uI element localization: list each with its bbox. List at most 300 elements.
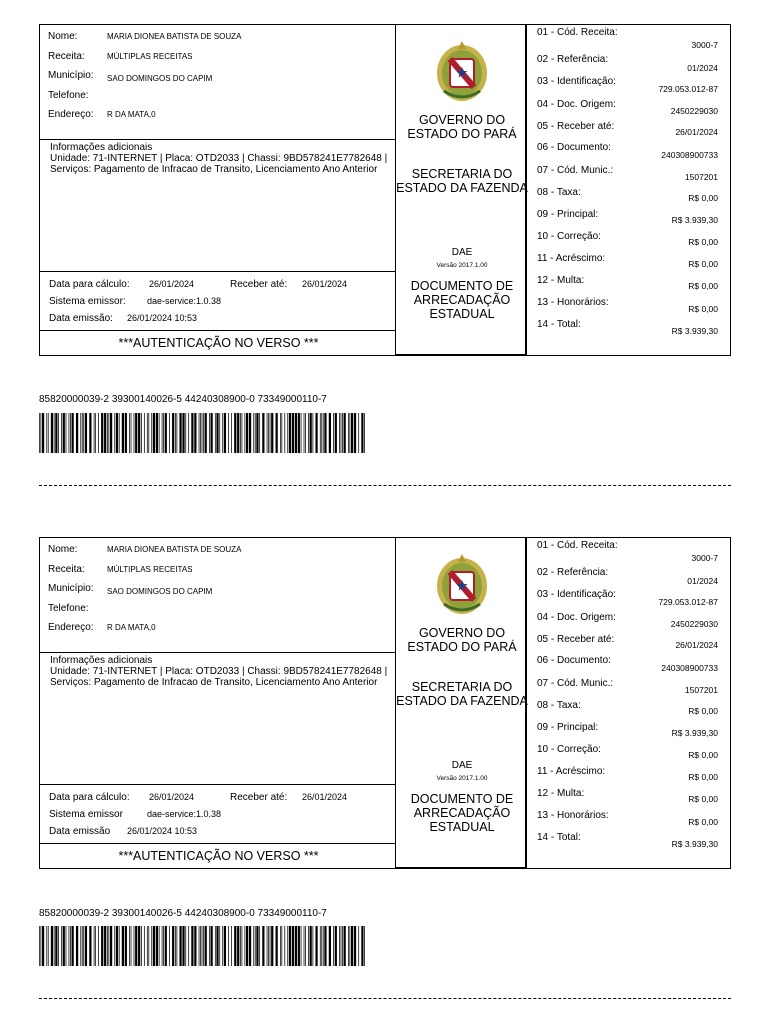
sistema-label: Sistema emissor — [49, 809, 123, 820]
field-value: 26/01/2024 — [675, 640, 718, 650]
barcode-bar — [249, 413, 251, 453]
barcode-bar — [234, 413, 236, 453]
barcode-bar — [364, 413, 365, 453]
secretariat-title: SECRETARIA DO ESTADO DA FAZENDA — [396, 167, 528, 195]
barcode-bar — [39, 413, 40, 453]
barcode-bar — [179, 926, 181, 966]
barcode-bar — [153, 926, 155, 966]
barcode-bar — [119, 926, 120, 966]
barcode-bar — [284, 413, 285, 453]
dae-slip-2 — [39, 537, 731, 869]
barcode-bar — [82, 926, 83, 966]
barcode-bar — [242, 413, 243, 453]
barcode-bar — [246, 413, 248, 453]
barcode-bar — [349, 413, 350, 453]
barcode-bar — [162, 926, 163, 966]
barcode-bar — [125, 926, 127, 966]
barcode-bar — [292, 413, 294, 453]
barcode-bar — [177, 926, 178, 966]
barcode-bar — [144, 926, 145, 966]
barcode-bar — [69, 926, 70, 966]
authentication-box — [39, 843, 396, 869]
field-label: 01 - Cód. Receita: — [537, 27, 618, 38]
barcode-bar — [70, 926, 71, 966]
barcode-bar — [280, 413, 281, 453]
barcode-bar — [182, 926, 184, 966]
barcode-bar — [89, 926, 91, 966]
barcode-bar — [259, 926, 260, 966]
field-label: 01 - Cód. Receita: — [537, 540, 618, 551]
barcode-bar — [341, 926, 342, 966]
barcode-bar — [135, 413, 137, 453]
barcode-bar — [194, 413, 196, 453]
municipio-label: Município: — [48, 70, 94, 81]
data-calculo-value: 26/01/2024 — [149, 279, 195, 289]
barcode-bar — [255, 926, 256, 966]
barcode-bar — [237, 413, 239, 453]
barcode-bar — [344, 413, 346, 453]
barcode-bar — [298, 413, 300, 453]
endereco-label: Endereço: — [48, 622, 94, 633]
info-text: Unidade: 71-INTERNET | Placa: OTD2033 | Chassi: 9BD578241E7782648 | Serviços: Pagamento de Infracao de Transito, Licenciamento Ano Anterior — [50, 666, 388, 688]
receber-ate-value: 26/01/2024 — [302, 792, 348, 802]
barcode-bar — [342, 926, 343, 966]
field-value: 729.053.012-87 — [658, 597, 718, 607]
document-title: DOCUMENTO DE ARRECADAÇÃO ESTADUAL — [410, 279, 514, 321]
field-label: 14 - Total: — [537, 319, 581, 330]
version-label: Versão 2017.1.00 — [436, 262, 488, 269]
barcode-bar — [202, 413, 203, 453]
emissao-value: 26/01/2024 10:53 — [127, 826, 198, 836]
dae-label: DAE — [451, 760, 473, 771]
barcode-bar — [125, 413, 127, 453]
barcode-bar — [101, 926, 103, 966]
barcode-bar — [333, 413, 334, 453]
barcode-bar — [185, 413, 186, 453]
barcode-bar — [98, 413, 99, 453]
field-value: 2450229030 — [670, 619, 718, 629]
taxpayer-box — [39, 24, 396, 331]
field-value: R$ 3.939,30 — [671, 215, 718, 225]
barcode-bar — [335, 413, 337, 453]
barcode-bar — [211, 413, 213, 453]
barcode-bar — [276, 413, 278, 453]
barcode-bar — [202, 926, 203, 966]
field-value: R$ 0,00 — [688, 304, 718, 314]
barcode-bar — [39, 926, 40, 966]
barcode-bar — [85, 926, 87, 966]
field-value: 3000-7 — [691, 40, 718, 50]
barcode-bar — [42, 926, 44, 966]
barcode-bar — [324, 413, 326, 453]
receita-value: MÚLTIPLAS RECEITAS — [107, 565, 193, 574]
barcode-bar — [70, 413, 71, 453]
barcode-bar — [55, 413, 57, 453]
barcode-bar — [280, 926, 281, 966]
barcode-bar — [361, 413, 363, 453]
field-value: R$ 3.939,30 — [671, 326, 718, 336]
cut-line — [39, 485, 731, 486]
barcode-bar — [320, 413, 321, 453]
field-value: 01/2024 — [687, 63, 718, 73]
barcode-bar — [222, 413, 223, 453]
barcode-bar — [80, 926, 81, 966]
government-title: GOVERNO DO ESTADO DO PARÁ — [407, 113, 517, 141]
field-value: R$ 0,00 — [688, 750, 718, 760]
barcode-bar — [295, 926, 297, 966]
version-label: Versão 2017.1.00 — [436, 775, 488, 782]
field-value: 1507201 — [684, 172, 718, 182]
barcode-bar — [156, 926, 158, 966]
nome-label: Nome: — [48, 31, 78, 42]
barcode-bar — [48, 926, 49, 966]
barcode-bar — [116, 926, 118, 966]
field-value: 26/01/2024 — [675, 127, 718, 137]
barcode-bar — [237, 926, 239, 966]
barcode-bar — [55, 926, 57, 966]
barcode-bar — [224, 413, 226, 453]
field-value: R$ 0,00 — [688, 706, 718, 716]
barcode-bar — [165, 413, 167, 453]
barcode-bar — [76, 926, 78, 966]
barcode-bar — [144, 413, 145, 453]
barcode-bar — [80, 413, 81, 453]
barcode-bar — [108, 926, 109, 966]
sistema-value: dae-service:1.0.38 — [147, 809, 222, 819]
barcode-bar — [209, 413, 210, 453]
barcode-bar — [240, 926, 241, 966]
divider — [40, 139, 396, 140]
field-label: 03 - Identificação: — [537, 589, 616, 600]
barcode-bar — [287, 413, 288, 453]
barcode-bar — [245, 413, 246, 453]
barcode-bar — [40, 413, 41, 453]
municipio-label: Município: — [48, 583, 94, 594]
barcode-bar — [63, 926, 65, 966]
barcode-bar — [361, 926, 363, 966]
barcode-bar — [66, 413, 67, 453]
endereco-value: R DA MATA,0 — [107, 623, 156, 632]
field-value: R$ 3.939,30 — [671, 728, 718, 738]
document-title: DOCUMENTO DE ARRECADAÇÃO ESTADUAL — [410, 792, 514, 834]
barcode-bar — [339, 926, 340, 966]
barcode-bar — [301, 926, 302, 966]
divider — [40, 271, 396, 272]
barcode-bar — [339, 413, 340, 453]
barcode — [39, 413, 365, 453]
barcode-bar — [46, 413, 47, 453]
barcode-bar — [364, 926, 365, 966]
barcode-bar — [172, 413, 174, 453]
field-label: 07 - Cód. Munic.: — [537, 678, 614, 689]
barcode-bar — [153, 413, 155, 453]
barcode-bar — [240, 413, 241, 453]
municipio-value: SAO DOMINGOS DO CAPIM — [107, 74, 213, 83]
barcode-bar — [104, 926, 106, 966]
authentication-text: ***AUTENTICAÇÃO NO VERSO *** — [118, 849, 319, 863]
barcode-bar — [262, 926, 264, 966]
barcode-bar — [301, 413, 302, 453]
barcode-bar — [234, 926, 236, 966]
barcode-bar — [242, 926, 243, 966]
barcode-bar — [185, 926, 186, 966]
barcode-bar — [175, 413, 176, 453]
para-coat-of-arms-icon — [434, 550, 490, 618]
field-label: 05 - Receber até: — [537, 634, 615, 645]
barcode-bar — [141, 926, 142, 966]
barcode-bar — [114, 413, 115, 453]
barcode-bar — [159, 413, 160, 453]
data-calculo-value: 26/01/2024 — [149, 792, 195, 802]
barcode-bar — [351, 926, 353, 966]
barcode-bar — [54, 413, 55, 453]
authentication-text: ***AUTENTICAÇÃO NO VERSO *** — [118, 336, 319, 350]
barcode-bar — [267, 926, 268, 966]
info-text: Unidade: 71-INTERNET | Placa: OTD2033 | Chassi: 9BD578241E7782648 | Serviços: Pagamento de Infracao de Transito, Licenciamento Ano Anterior — [50, 153, 388, 175]
barcode-bar — [134, 926, 135, 966]
barcode-bar — [82, 413, 83, 453]
barcode-bar — [255, 413, 256, 453]
field-value: R$ 3.939,30 — [671, 839, 718, 849]
government-title: GOVERNO DO ESTADO DO PARÁ — [407, 626, 517, 654]
barcode-bar — [205, 413, 207, 453]
nome-value: MARIA DIONEA BATISTA DE SOUZA — [107, 32, 242, 41]
telefone-label: Telefone: — [48, 603, 89, 614]
cut-line — [39, 998, 731, 999]
receita-value: MÚLTIPLAS RECEITAS — [107, 52, 193, 61]
barcode-bar — [268, 926, 269, 966]
field-label: 11 - Acréscimo: — [537, 253, 606, 264]
barcode-bar — [110, 413, 112, 453]
field-label: 12 - Multa: — [537, 275, 585, 286]
barcode-bar — [165, 926, 167, 966]
barcode-bar — [211, 926, 213, 966]
barcode-bar — [354, 413, 356, 453]
barcode-bar — [83, 413, 84, 453]
barcode-bar — [215, 413, 216, 453]
barcode-bar — [321, 926, 322, 966]
barcode-bar — [182, 413, 184, 453]
fields-box — [526, 537, 731, 869]
barcode-bar — [304, 413, 305, 453]
field-value: 1507201 — [684, 685, 718, 695]
barcode-bar — [48, 413, 49, 453]
barcode-bar — [329, 926, 331, 966]
barcode-bar — [89, 413, 91, 453]
barcode-bar — [313, 926, 314, 966]
barcode-bar — [284, 926, 285, 966]
authentication-box — [39, 330, 396, 356]
barcode-bar — [122, 413, 124, 453]
field-value: 729.053.012-87 — [658, 84, 718, 94]
barcode-bar — [246, 926, 248, 966]
barcode-bar — [42, 413, 44, 453]
barcode-bar — [222, 926, 223, 966]
barcode-bar — [216, 926, 218, 966]
barcode-bar — [348, 413, 349, 453]
barcode-bar — [119, 413, 120, 453]
barcode-bar — [321, 413, 322, 453]
field-label: 02 - Referência: — [537, 54, 609, 65]
barcode-bar — [295, 413, 297, 453]
barcode-bar — [323, 413, 324, 453]
barcode-bar — [231, 413, 232, 453]
barcode-bar — [281, 413, 282, 453]
barcode-bar — [203, 926, 204, 966]
barcode-bar — [63, 413, 65, 453]
barcode-bar — [175, 926, 176, 966]
barcode-bar — [268, 413, 269, 453]
barcode-bar — [131, 413, 132, 453]
barcode-bar — [156, 413, 158, 453]
barcode-bar — [289, 413, 291, 453]
barcode-bar — [129, 413, 130, 453]
barcode-bar — [289, 926, 291, 966]
field-label: 10 - Correção: — [537, 231, 601, 242]
barcode-bar — [313, 413, 314, 453]
dae-slip-1 — [39, 24, 731, 356]
para-coat-of-arms-icon — [434, 37, 490, 105]
barcode-bar — [191, 413, 193, 453]
endereco-label: Endereço: — [48, 109, 94, 120]
field-label: 08 - Taxa: — [537, 187, 581, 198]
barcode-bar — [320, 926, 321, 966]
barcode-bar — [216, 413, 218, 453]
barcode-bar — [104, 413, 106, 453]
barcode-bar — [228, 926, 229, 966]
barcode-bar — [159, 926, 160, 966]
barcode-bar — [134, 413, 135, 453]
barcode-bar — [107, 926, 108, 966]
issuer-box — [395, 537, 527, 869]
emissao-label: Data emissão: — [49, 313, 113, 324]
barcode-bar — [333, 926, 334, 966]
receber-ate-label: Receber até: — [230, 792, 288, 803]
barcode-bar — [315, 926, 317, 966]
barcode-bar — [259, 413, 260, 453]
barcode-bar — [267, 413, 268, 453]
barcode-bar — [256, 413, 258, 453]
field-value: R$ 0,00 — [688, 281, 718, 291]
barcode-bar — [324, 926, 326, 966]
barcode-bar — [85, 413, 87, 453]
barcode-bar — [335, 926, 337, 966]
field-label: 06 - Documento: — [537, 142, 611, 153]
barcode-bar — [131, 926, 132, 966]
municipio-value: SAO DOMINGOS DO CAPIM — [107, 587, 213, 596]
field-value: 3000-7 — [691, 553, 718, 563]
barcode-bar — [231, 926, 232, 966]
telefone-label: Telefone: — [48, 90, 89, 101]
barcode-bar — [40, 926, 41, 966]
barcode-bar — [58, 413, 59, 453]
sistema-label: Sistema emissor: — [49, 296, 126, 307]
barcode-bar — [351, 413, 353, 453]
barcode-bar — [148, 413, 149, 453]
barcode-bar — [151, 926, 152, 966]
field-label: 09 - Principal: — [537, 209, 599, 220]
barcode-bar — [271, 413, 273, 453]
field-label: 10 - Correção: — [537, 744, 601, 755]
barcode-bar — [298, 926, 300, 966]
barcode-bar — [191, 926, 193, 966]
field-value: R$ 0,00 — [688, 193, 718, 203]
divider — [40, 784, 396, 785]
barcode-bar — [110, 926, 112, 966]
barcode-bar — [256, 926, 258, 966]
barcode-bar — [95, 413, 96, 453]
barcode-bar — [76, 413, 78, 453]
barcode-bar — [249, 926, 251, 966]
barcode-bar — [95, 926, 96, 966]
barcode-bar — [94, 413, 95, 453]
receber-ate-label: Receber até: — [230, 279, 288, 290]
info-title: Informações adicionais — [50, 655, 153, 666]
barcode-bar — [200, 926, 201, 966]
field-label: 07 - Cód. Munic.: — [537, 165, 614, 176]
field-label: 03 - Identificação: — [537, 76, 616, 87]
barcode-bar — [308, 413, 309, 453]
barcode-bar — [72, 926, 74, 966]
barcode-bar — [205, 926, 207, 966]
barcode-bar — [344, 926, 346, 966]
field-label: 04 - Doc. Origem: — [537, 99, 616, 110]
field-value: R$ 0,00 — [688, 817, 718, 827]
barcode-bar — [200, 413, 201, 453]
issuer-box — [395, 24, 527, 356]
endereco-value: R DA MATA,0 — [107, 110, 156, 119]
barcode-bar — [66, 926, 67, 966]
barcode-bar — [61, 926, 62, 966]
barcode-bar — [271, 926, 273, 966]
divider — [40, 652, 396, 653]
data-calculo-label: Data para cálculo: — [49, 792, 130, 803]
barcode-bar — [305, 926, 306, 966]
field-label: 05 - Receber até: — [537, 121, 615, 132]
barcode-bar — [135, 926, 137, 966]
barcode-bar — [305, 413, 306, 453]
barcode-bar — [228, 413, 229, 453]
barcode-bar — [162, 413, 163, 453]
field-value: 01/2024 — [687, 576, 718, 586]
barcode-bar — [98, 926, 99, 966]
receber-ate-value: 26/01/2024 — [302, 279, 348, 289]
barcode-bar — [245, 926, 246, 966]
field-label: 04 - Doc. Origem: — [537, 612, 616, 623]
field-label: 02 - Referência: — [537, 567, 609, 578]
barcode-bar — [116, 413, 118, 453]
field-value: 2450229030 — [670, 106, 718, 116]
barcode-bar — [147, 926, 148, 966]
field-label: 09 - Principal: — [537, 722, 599, 733]
barcode-bar — [262, 413, 264, 453]
field-label: 06 - Documento: — [537, 655, 611, 666]
barcode-digits: 85820000039-2 39300140026-5 44240308900-0 73349000110-7 — [39, 908, 327, 919]
barcode-bar — [188, 413, 189, 453]
barcode-bar — [323, 926, 324, 966]
field-label: 12 - Multa: — [537, 788, 585, 799]
secretariat-title: SECRETARIA DO ESTADO DA FAZENDA — [396, 680, 528, 708]
barcode-bar — [163, 926, 164, 966]
emissao-value: 26/01/2024 10:53 — [127, 313, 198, 323]
barcode-bar — [54, 926, 55, 966]
barcode-bar — [148, 926, 149, 966]
barcode-bar — [107, 413, 108, 453]
field-label: 14 - Total: — [537, 832, 581, 843]
barcode-bar — [141, 413, 142, 453]
barcode-bar — [163, 413, 164, 453]
barcode-bar — [349, 926, 350, 966]
